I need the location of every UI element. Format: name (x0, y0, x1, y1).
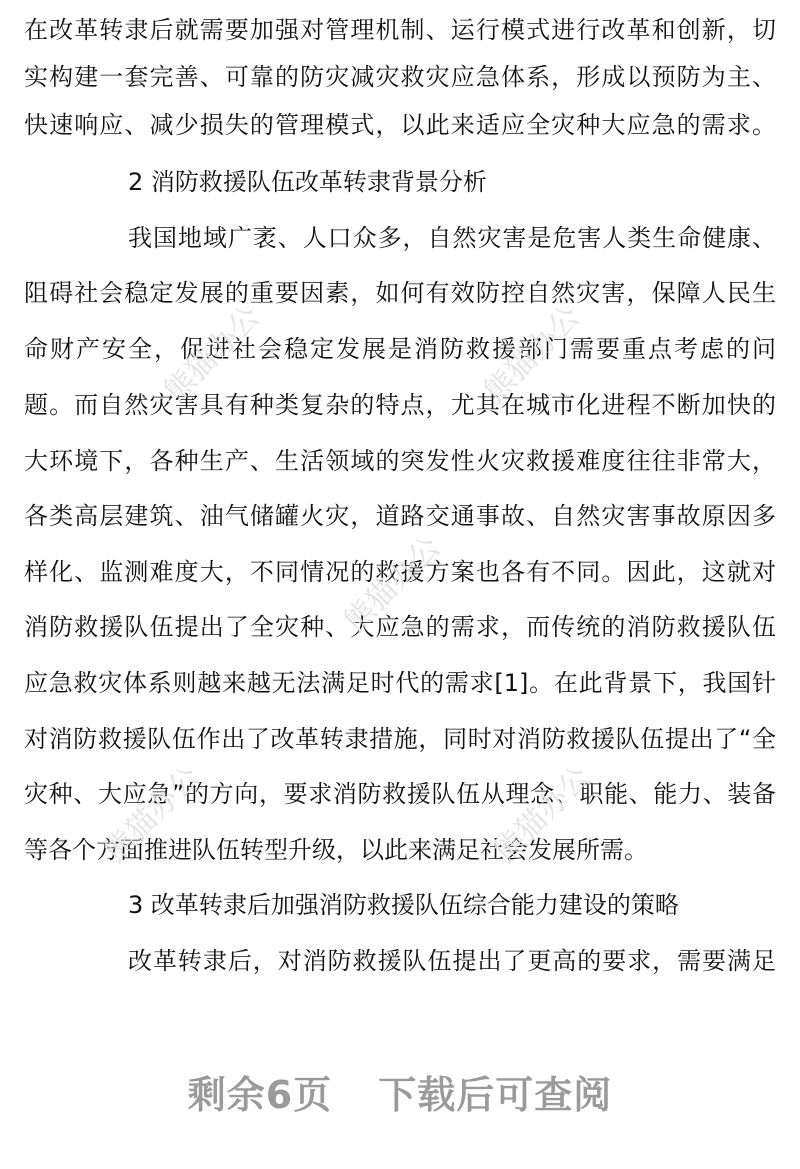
section-heading-3: 3 改革转隶后加强消防救援队伍综合能力建设的策略 (128, 891, 679, 919)
paragraph-line: 快速响应、减少损失的管理模式，以此来适应全灾种大应急的需求。 (24, 111, 776, 139)
paragraph-line: 大环境下，各种生产、生活领域的突发性火灾救援难度往往非常大， (24, 447, 776, 475)
section-heading-2: 2 消防救援队伍改革转隶背景分析 (128, 168, 487, 196)
paragraph-line: 灾种、大应急”的方向，要求消防救援队伍从理念、职能、能力、装备 (24, 780, 776, 808)
paragraph-line: 各类高层建筑、油气储罐火灾，道路交通事故、自然灾害事故原因多 (24, 502, 776, 530)
paragraph-line: 消防救援队伍提出了全灾种、大应急的需求，而传统的消防救援队伍 (24, 613, 776, 641)
paragraph-line: 等各个方面推进队伍转型升级，以此来满足社会发展所需。 (24, 836, 648, 864)
watermark-text: 熊猫办公 (337, 529, 448, 640)
watermark-text: 熊猫办公 (97, 759, 208, 870)
paragraph-line: 我国地域广袤、人口众多，自然灾害是危害人类生命健康、 (128, 224, 776, 252)
paragraph-line: 实构建一套完善、可靠的防灾减灾救灾应急体系，形成以预防为主、 (24, 63, 776, 91)
download-to-view-label: 下载后可查阅 (378, 1073, 613, 1117)
paragraph-line: 题。而自然灾害具有种类复杂的特点，尤其在城市化进程不断加快的 (24, 391, 776, 419)
paragraph-line: 应急救灾体系则越来越无法满足时代的需求[1]。在此背景下，我国针 (24, 669, 776, 697)
paragraph-line: 在改革转隶后就需要加强对管理机制、运行模式进行改革和创新，切 (24, 16, 776, 44)
download-prompt[interactable] (0, 1064, 800, 1124)
watermark-text: 熊猫办公 (487, 759, 598, 870)
paragraph-line: 阻碍社会稳定发展的重要因素，如何有效防控自然灾害，保障人民生 (24, 279, 776, 307)
remaining-pages-label: 剩余6页 (187, 1073, 333, 1117)
watermark-text: 熊猫办公 (157, 299, 268, 410)
watermark-text: 熊猫办公 (477, 299, 588, 410)
paragraph-line: 改革转隶后，对消防救援队伍提出了更高的要求，需要满足 (128, 947, 776, 975)
paragraph-line: 对消防救援队伍作出了改革转隶措施，同时对消防救援队伍提出了“全 (24, 725, 776, 753)
paragraph-line: 样化、监测难度大，不同情况的救援方案也各有不同。因此，这就对 (24, 558, 776, 586)
paragraph-line: 命财产安全，促进社会稳定发展是消防救援部门需要重点考虑的问 (24, 335, 776, 363)
